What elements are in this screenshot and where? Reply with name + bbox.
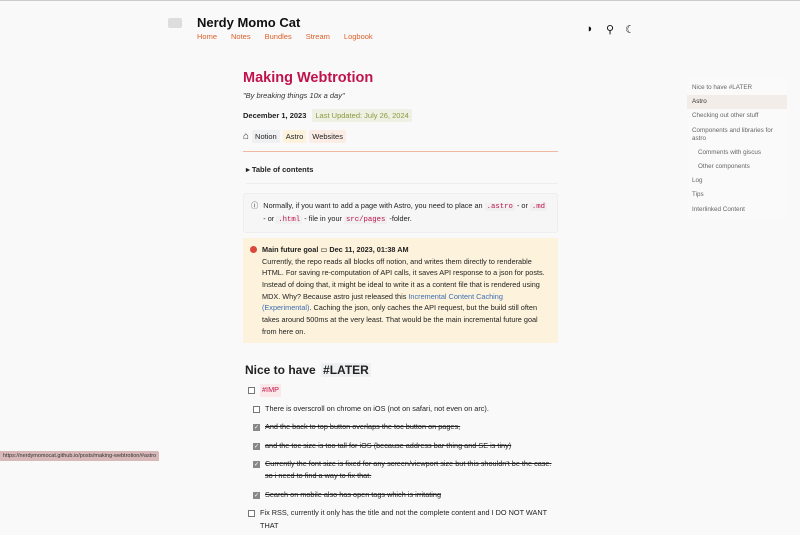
todo-item: #IMP [243, 381, 558, 399]
checkbox-checked[interactable]: ✓ [254, 492, 260, 499]
goal-text: Currently, the repo reads all blocks off notion, and writes them directly to renderable HTML. For saving re-computation of API calls, it saves API response to a json for posts. Instead of doing that, it might be ideal to write it as a content file that is rendered using MDX. Why? Because astro just released this [262, 256, 545, 301]
todo-item: ✓ and the toc size is too tall for iOS (because address bar thing and SE is tiny) [254, 440, 512, 450]
main-nav [197, 32, 373, 41]
tag-notion[interactable]: Notion [252, 130, 280, 143]
status-bar-url: https://nerdymomocat.github.io/posts/making-webtrotion/#astro [0, 451, 159, 461]
checkbox-checked[interactable]: ✓ [254, 425, 260, 432]
moon-icon[interactable]: ☾ [625, 24, 635, 36]
checkbox[interactable] [253, 406, 260, 413]
toc-item[interactable]: Components and libraries for astro [692, 126, 773, 142]
tag-icon: ⌂ [243, 131, 250, 142]
last-updated: Last Updated: July 26, 2024 [312, 109, 411, 122]
nav-home[interactable]: Home [197, 32, 218, 41]
toc-item-active[interactable]: Astro [687, 95, 787, 109]
caching-link[interactable]: Incremental Content Caching (Experimental) [262, 291, 503, 313]
todo-item: ✓ Search on mobile also has open tags which is irritating [254, 489, 442, 499]
toc-toggle[interactable] [246, 165, 558, 184]
toc-item[interactable]: Log [692, 177, 703, 185]
tag-websites[interactable]: Websites [309, 130, 346, 143]
calendar-icon: ▭ [320, 245, 328, 255]
goal-title: Main future goal [262, 245, 319, 255]
toc-item[interactable]: Comments with giscus [698, 148, 761, 156]
toc-item[interactable]: Tips [692, 191, 704, 199]
toc-item[interactable]: Other components [698, 163, 750, 171]
tag-astro[interactable]: Astro [283, 130, 307, 143]
divider [243, 151, 558, 152]
toc-item[interactable]: Checking out other stuff [692, 112, 759, 120]
red-dot-icon [250, 246, 257, 253]
todo-item: Fix RSS, currently it only has the title and not the complete content and I DO NOT WANT THAT [243, 504, 558, 535]
toc-item[interactable]: Nice to have #LATER [692, 84, 753, 91]
subtitle: "By breaking things 10x a day" [243, 91, 345, 100]
nav-stream[interactable]: Stream [305, 32, 330, 41]
checkbox[interactable] [248, 387, 255, 394]
info-callout [243, 193, 558, 233]
article [243, 70, 558, 535]
caret-right-icon: ▸ [246, 165, 252, 174]
nav-bundles[interactable]: Bundles [264, 32, 292, 41]
todo-item: ✓ And the back to top button overlaps the toc button on pages, [254, 422, 461, 432]
rss-icon[interactable]: ◗ [586, 23, 594, 35]
page-title: Making Webtrotion [243, 70, 374, 86]
tags [243, 130, 558, 143]
nav-logbook[interactable]: Logbook [343, 32, 373, 41]
goal-callout [243, 238, 558, 343]
info-text: Normally, if you want to add a page with Astro, you need to place an .astro - or .md - or .html - file in your src/pages -folder. [263, 201, 546, 225]
goal-date: Dec 11, 2023, 01:38 AM [329, 245, 409, 255]
nav-notes[interactable]: Notes [231, 32, 251, 41]
later-tag: #LATER [323, 363, 369, 378]
site-title[interactable]: Nerdy Momo Cat [197, 15, 301, 30]
toc-item[interactable]: Interlinked Content [692, 205, 745, 213]
toc-sidebar [687, 78, 787, 220]
goal-text-end: . Caching the json, only caches the API request, but the build still often takes around 500ms at the very least. That would be the main incremental future goal from here on. [262, 303, 538, 336]
todo-item: ✓ Currently the font size is fixed for any screen/viewport size but this shouldn't be the case. so i need to find a way to fix that. [254, 459, 552, 481]
search-icon[interactable]: ⚲ [605, 24, 615, 36]
header-actions [584, 23, 636, 36]
info-icon: ⓘ [251, 201, 259, 210]
checkbox[interactable] [248, 510, 255, 517]
site-logo[interactable] [168, 18, 182, 28]
toc-label: Table of contents [251, 165, 314, 174]
dates [243, 109, 558, 122]
todo-list [243, 381, 558, 535]
publish-date: December 1, 2023 [243, 111, 307, 120]
section-heading: Nice to have #LATER [245, 363, 369, 378]
checkbox-checked[interactable]: ✓ [254, 443, 260, 450]
checkbox-checked[interactable]: ✓ [254, 462, 260, 468]
todo-item: There is overscroll on chrome on iOS (not on safari, not even on arc). [243, 400, 558, 418]
